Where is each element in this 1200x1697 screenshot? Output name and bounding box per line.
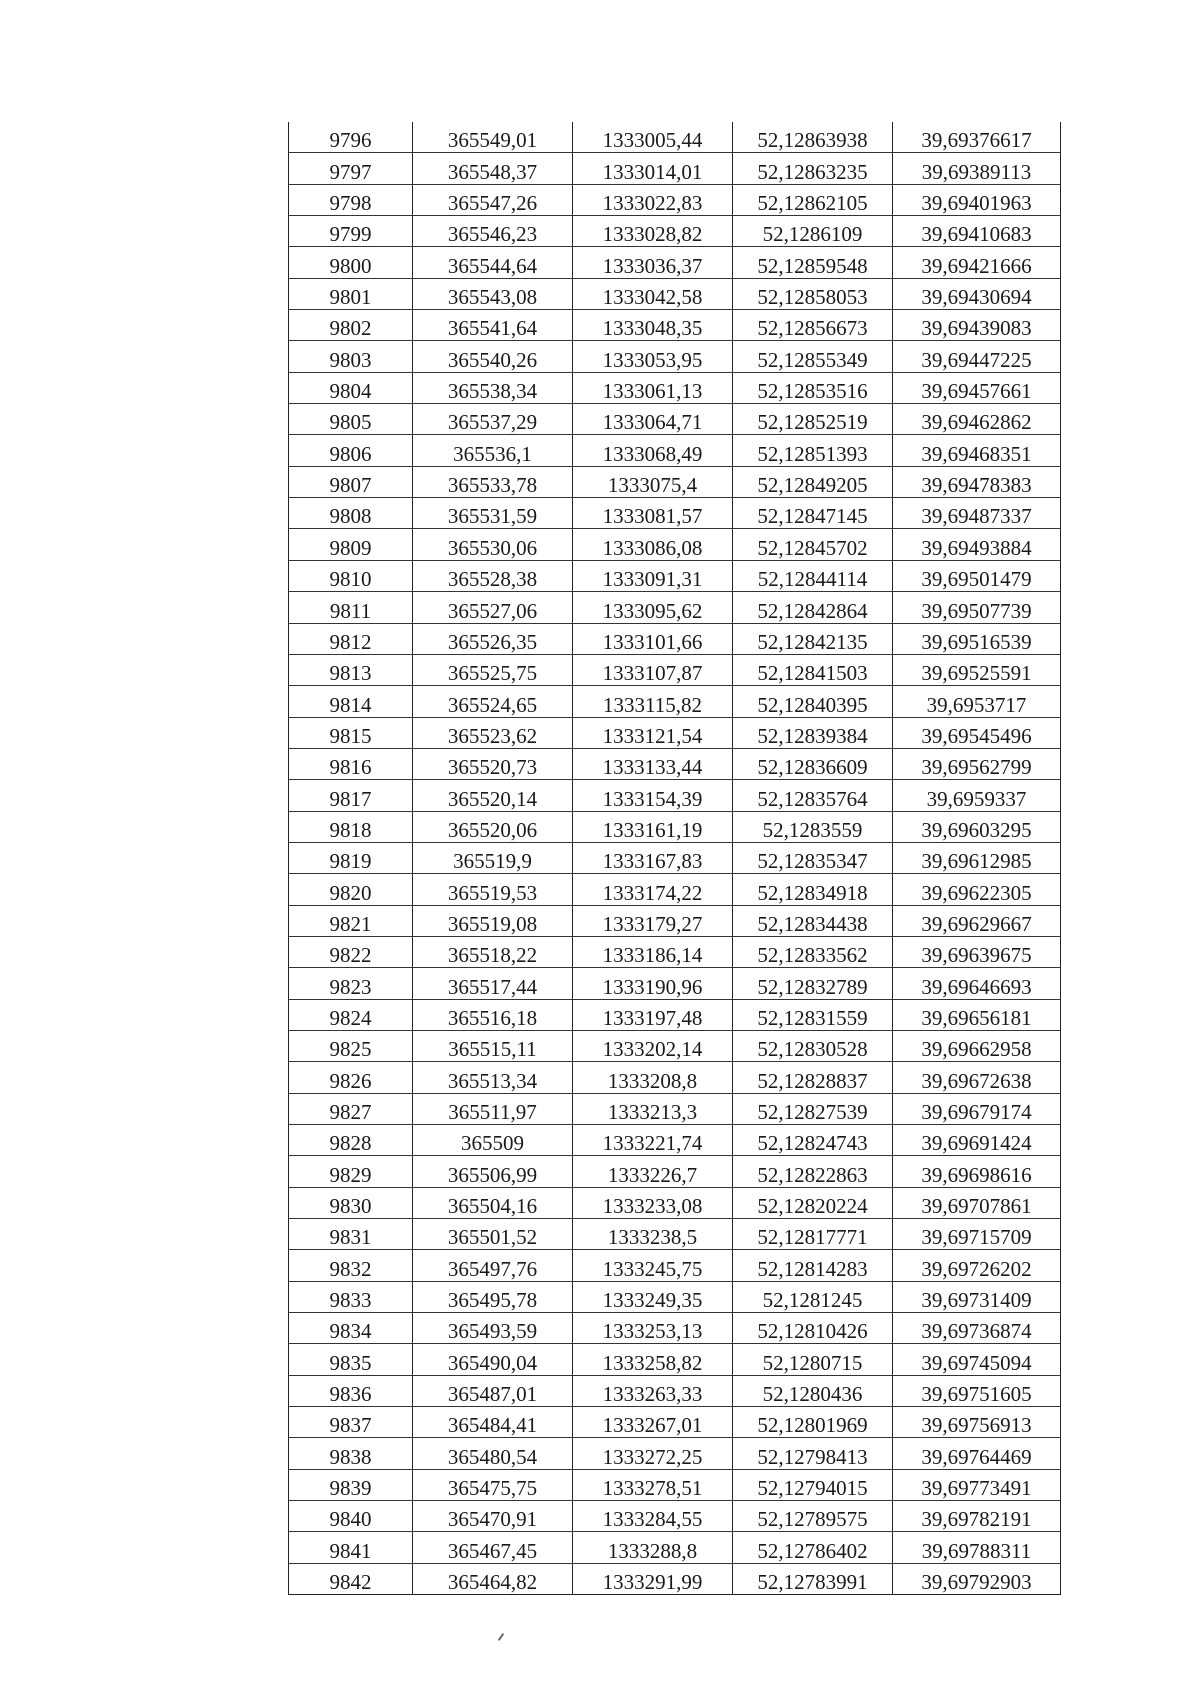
x-coordinate-cell: 365543,08 — [413, 278, 573, 309]
table-row — [289, 1062, 1061, 1093]
latitude-cell: 52,12798413 — [733, 1438, 893, 1469]
point-number-cell: 9838 — [289, 1438, 413, 1469]
latitude-cell: 52,12783991 — [733, 1563, 893, 1594]
point-number-cell: 9812 — [289, 623, 413, 654]
point-number-cell: 9800 — [289, 247, 413, 278]
point-number-cell: 9807 — [289, 466, 413, 497]
x-coordinate-cell: 365531,59 — [413, 498, 573, 529]
latitude-cell: 52,12862105 — [733, 184, 893, 215]
point-number-cell: 9842 — [289, 1563, 413, 1594]
longitude-cell: 39,69788311 — [893, 1532, 1061, 1563]
longitude-cell: 39,69439083 — [893, 310, 1061, 341]
table-row — [289, 999, 1061, 1030]
point-number-cell: 9824 — [289, 999, 413, 1030]
longitude-cell: 39,69691424 — [893, 1125, 1061, 1156]
y-coordinate-cell: 1333263,33 — [573, 1375, 733, 1406]
latitude-cell: 52,12856673 — [733, 310, 893, 341]
y-coordinate-cell: 1333091,31 — [573, 560, 733, 591]
latitude-cell: 52,12810426 — [733, 1313, 893, 1344]
y-coordinate-cell: 1333174,22 — [573, 874, 733, 905]
stray-pen-mark — [498, 1633, 504, 1641]
x-coordinate-cell: 365526,35 — [413, 623, 573, 654]
longitude-cell: 39,69507739 — [893, 592, 1061, 623]
x-coordinate-cell: 365504,16 — [413, 1187, 573, 1218]
table-row — [289, 310, 1061, 341]
longitude-cell: 39,69562799 — [893, 748, 1061, 779]
longitude-cell: 39,69525591 — [893, 654, 1061, 685]
point-number-cell: 9810 — [289, 560, 413, 591]
latitude-cell: 52,12852519 — [733, 404, 893, 435]
x-coordinate-cell: 365467,45 — [413, 1532, 573, 1563]
latitude-cell: 52,12814283 — [733, 1250, 893, 1281]
latitude-cell: 52,12832789 — [733, 968, 893, 999]
table-row — [289, 1501, 1061, 1532]
x-coordinate-cell: 365506,99 — [413, 1156, 573, 1187]
longitude-cell: 39,69764469 — [893, 1438, 1061, 1469]
point-number-cell: 9827 — [289, 1093, 413, 1124]
x-coordinate-cell: 365548,37 — [413, 153, 573, 184]
longitude-cell: 39,69656181 — [893, 999, 1061, 1030]
y-coordinate-cell: 1333101,66 — [573, 623, 733, 654]
longitude-cell: 39,69603295 — [893, 811, 1061, 842]
point-number-cell: 9809 — [289, 529, 413, 560]
table-row — [289, 404, 1061, 435]
table-row — [289, 1281, 1061, 1312]
y-coordinate-cell: 1333179,27 — [573, 905, 733, 936]
y-coordinate-cell: 1333154,39 — [573, 780, 733, 811]
x-coordinate-cell: 365549,01 — [413, 122, 573, 153]
longitude-cell: 39,69679174 — [893, 1093, 1061, 1124]
latitude-cell: 52,12824743 — [733, 1125, 893, 1156]
latitude-cell: 52,12828837 — [733, 1062, 893, 1093]
x-coordinate-cell: 365519,08 — [413, 905, 573, 936]
x-coordinate-cell: 365546,23 — [413, 216, 573, 247]
table-row — [289, 216, 1061, 247]
point-number-cell: 9819 — [289, 842, 413, 873]
y-coordinate-cell: 1333005,44 — [573, 122, 733, 153]
table-row — [289, 1532, 1061, 1563]
table-row — [289, 874, 1061, 905]
latitude-cell: 52,1280715 — [733, 1344, 893, 1375]
x-coordinate-cell: 365527,06 — [413, 592, 573, 623]
y-coordinate-cell: 1333238,5 — [573, 1219, 733, 1250]
point-number-cell: 9823 — [289, 968, 413, 999]
x-coordinate-cell: 365536,1 — [413, 435, 573, 466]
x-coordinate-cell: 365519,53 — [413, 874, 573, 905]
longitude-cell: 39,69462862 — [893, 404, 1061, 435]
table-row — [289, 1030, 1061, 1061]
longitude-cell: 39,69447225 — [893, 341, 1061, 372]
longitude-cell: 39,69672638 — [893, 1062, 1061, 1093]
table-row — [289, 1563, 1061, 1594]
longitude-cell: 39,69726202 — [893, 1250, 1061, 1281]
latitude-cell: 52,12833562 — [733, 936, 893, 967]
coordinates-table — [288, 122, 1061, 1595]
y-coordinate-cell: 1333190,96 — [573, 968, 733, 999]
point-number-cell: 9839 — [289, 1469, 413, 1500]
longitude-cell: 39,69468351 — [893, 435, 1061, 466]
x-coordinate-cell: 365495,78 — [413, 1281, 573, 1312]
point-number-cell: 9836 — [289, 1375, 413, 1406]
point-number-cell: 9817 — [289, 780, 413, 811]
point-number-cell: 9841 — [289, 1532, 413, 1563]
longitude-cell: 39,69736874 — [893, 1313, 1061, 1344]
point-number-cell: 9796 — [289, 122, 413, 153]
latitude-cell: 52,12834438 — [733, 905, 893, 936]
x-coordinate-cell: 365464,82 — [413, 1563, 573, 1594]
y-coordinate-cell: 1333107,87 — [573, 654, 733, 685]
latitude-cell: 52,12834918 — [733, 874, 893, 905]
longitude-cell: 39,69629667 — [893, 905, 1061, 936]
y-coordinate-cell: 1333022,83 — [573, 184, 733, 215]
x-coordinate-cell: 365513,34 — [413, 1062, 573, 1093]
longitude-cell: 39,69421666 — [893, 247, 1061, 278]
table-row — [289, 1313, 1061, 1344]
table-row — [289, 341, 1061, 372]
x-coordinate-cell: 365520,06 — [413, 811, 573, 842]
y-coordinate-cell: 1333226,7 — [573, 1156, 733, 1187]
table-row — [289, 278, 1061, 309]
y-coordinate-cell: 1333284,55 — [573, 1501, 733, 1532]
longitude-cell: 39,69376617 — [893, 122, 1061, 153]
longitude-cell: 39,69430694 — [893, 278, 1061, 309]
x-coordinate-cell: 365490,04 — [413, 1344, 573, 1375]
x-coordinate-cell: 365484,41 — [413, 1407, 573, 1438]
x-coordinate-cell: 365516,18 — [413, 999, 573, 1030]
y-coordinate-cell: 1333115,82 — [573, 686, 733, 717]
longitude-cell: 39,69707861 — [893, 1187, 1061, 1218]
point-number-cell: 9835 — [289, 1344, 413, 1375]
latitude-cell: 52,12853516 — [733, 372, 893, 403]
latitude-cell: 52,12831559 — [733, 999, 893, 1030]
y-coordinate-cell: 1333064,71 — [573, 404, 733, 435]
latitude-cell: 52,12830528 — [733, 1030, 893, 1061]
table-row — [289, 498, 1061, 529]
y-coordinate-cell: 1333133,44 — [573, 748, 733, 779]
point-number-cell: 9816 — [289, 748, 413, 779]
latitude-cell: 52,12858053 — [733, 278, 893, 309]
longitude-cell: 39,69715709 — [893, 1219, 1061, 1250]
y-coordinate-cell: 1333075,4 — [573, 466, 733, 497]
x-coordinate-cell: 365537,29 — [413, 404, 573, 435]
latitude-cell: 52,12847145 — [733, 498, 893, 529]
point-number-cell: 9808 — [289, 498, 413, 529]
y-coordinate-cell: 1333014,01 — [573, 153, 733, 184]
latitude-cell: 52,12835347 — [733, 842, 893, 873]
table-row — [289, 654, 1061, 685]
point-number-cell: 9798 — [289, 184, 413, 215]
point-number-cell: 9822 — [289, 936, 413, 967]
y-coordinate-cell: 1333245,75 — [573, 1250, 733, 1281]
latitude-cell: 52,12845702 — [733, 529, 893, 560]
x-coordinate-cell: 365541,64 — [413, 310, 573, 341]
x-coordinate-cell: 365544,64 — [413, 247, 573, 278]
table-row — [289, 153, 1061, 184]
table-row — [289, 529, 1061, 560]
latitude-cell: 52,12844114 — [733, 560, 893, 591]
longitude-cell: 39,69545496 — [893, 717, 1061, 748]
x-coordinate-cell: 365547,26 — [413, 184, 573, 215]
latitude-cell: 52,12794015 — [733, 1469, 893, 1500]
y-coordinate-cell: 1333258,82 — [573, 1344, 733, 1375]
latitude-cell: 52,12849205 — [733, 466, 893, 497]
point-number-cell: 9804 — [289, 372, 413, 403]
point-number-cell: 9840 — [289, 1501, 413, 1532]
x-coordinate-cell: 365519,9 — [413, 842, 573, 873]
y-coordinate-cell: 1333036,37 — [573, 247, 733, 278]
y-coordinate-cell: 1333121,54 — [573, 717, 733, 748]
table-row — [289, 623, 1061, 654]
point-number-cell: 9825 — [289, 1030, 413, 1061]
table-row — [289, 1407, 1061, 1438]
point-number-cell: 9803 — [289, 341, 413, 372]
table-row — [289, 1125, 1061, 1156]
point-number-cell: 9828 — [289, 1125, 413, 1156]
table-row — [289, 247, 1061, 278]
x-coordinate-cell: 365487,01 — [413, 1375, 573, 1406]
y-coordinate-cell: 1333042,58 — [573, 278, 733, 309]
y-coordinate-cell: 1333278,51 — [573, 1469, 733, 1500]
x-coordinate-cell: 365501,52 — [413, 1219, 573, 1250]
table-row — [289, 435, 1061, 466]
point-number-cell: 9802 — [289, 310, 413, 341]
y-coordinate-cell: 1333095,62 — [573, 592, 733, 623]
longitude-cell: 39,6953717 — [893, 686, 1061, 717]
table-row — [289, 1187, 1061, 1218]
point-number-cell: 9832 — [289, 1250, 413, 1281]
point-number-cell: 9814 — [289, 686, 413, 717]
point-number-cell: 9826 — [289, 1062, 413, 1093]
y-coordinate-cell: 1333081,57 — [573, 498, 733, 529]
x-coordinate-cell: 365480,54 — [413, 1438, 573, 1469]
table-row — [289, 1438, 1061, 1469]
table-row — [289, 466, 1061, 497]
x-coordinate-cell: 365470,91 — [413, 1501, 573, 1532]
x-coordinate-cell: 365528,38 — [413, 560, 573, 591]
table-row — [289, 184, 1061, 215]
latitude-cell: 52,12822863 — [733, 1156, 893, 1187]
table-row — [289, 717, 1061, 748]
x-coordinate-cell: 365497,76 — [413, 1250, 573, 1281]
x-coordinate-cell: 365524,65 — [413, 686, 573, 717]
y-coordinate-cell: 1333213,3 — [573, 1093, 733, 1124]
longitude-cell: 39,69478383 — [893, 466, 1061, 497]
y-coordinate-cell: 1333048,35 — [573, 310, 733, 341]
x-coordinate-cell: 365540,26 — [413, 341, 573, 372]
latitude-cell: 52,1283559 — [733, 811, 893, 842]
latitude-cell: 52,12863235 — [733, 153, 893, 184]
y-coordinate-cell: 1333028,82 — [573, 216, 733, 247]
y-coordinate-cell: 1333208,8 — [573, 1062, 733, 1093]
longitude-cell: 39,69493884 — [893, 529, 1061, 560]
point-number-cell: 9805 — [289, 404, 413, 435]
latitude-cell: 52,12859548 — [733, 247, 893, 278]
x-coordinate-cell: 365509 — [413, 1125, 573, 1156]
point-number-cell: 9821 — [289, 905, 413, 936]
x-coordinate-cell: 365517,44 — [413, 968, 573, 999]
point-number-cell: 9815 — [289, 717, 413, 748]
table-row — [289, 748, 1061, 779]
longitude-cell: 39,69751605 — [893, 1375, 1061, 1406]
y-coordinate-cell: 1333267,01 — [573, 1407, 733, 1438]
point-number-cell: 9829 — [289, 1156, 413, 1187]
y-coordinate-cell: 1333253,13 — [573, 1313, 733, 1344]
table-row — [289, 968, 1061, 999]
longitude-cell: 39,69745094 — [893, 1344, 1061, 1375]
latitude-cell: 52,12820224 — [733, 1187, 893, 1218]
point-number-cell: 9833 — [289, 1281, 413, 1312]
y-coordinate-cell: 1333221,74 — [573, 1125, 733, 1156]
latitude-cell: 52,12842135 — [733, 623, 893, 654]
y-coordinate-cell: 1333202,14 — [573, 1030, 733, 1061]
latitude-cell: 52,12817771 — [733, 1219, 893, 1250]
x-coordinate-cell: 365530,06 — [413, 529, 573, 560]
latitude-cell: 52,12836609 — [733, 748, 893, 779]
x-coordinate-cell: 365525,75 — [413, 654, 573, 685]
table-row — [289, 1219, 1061, 1250]
y-coordinate-cell: 1333068,49 — [573, 435, 733, 466]
table-row — [289, 686, 1061, 717]
longitude-cell: 39,69731409 — [893, 1281, 1061, 1312]
longitude-cell: 39,69756913 — [893, 1407, 1061, 1438]
latitude-cell: 52,12839384 — [733, 717, 893, 748]
point-number-cell: 9818 — [289, 811, 413, 842]
longitude-cell: 39,69792903 — [893, 1563, 1061, 1594]
point-number-cell: 9813 — [289, 654, 413, 685]
table-row — [289, 1156, 1061, 1187]
y-coordinate-cell: 1333161,19 — [573, 811, 733, 842]
point-number-cell: 9811 — [289, 592, 413, 623]
longitude-cell: 39,69516539 — [893, 623, 1061, 654]
point-number-cell: 9801 — [289, 278, 413, 309]
longitude-cell: 39,69646693 — [893, 968, 1061, 999]
table-row — [289, 936, 1061, 967]
point-number-cell: 9806 — [289, 435, 413, 466]
x-coordinate-cell: 365511,97 — [413, 1093, 573, 1124]
latitude-cell: 52,12855349 — [733, 341, 893, 372]
latitude-cell: 52,12863938 — [733, 122, 893, 153]
table-row — [289, 842, 1061, 873]
latitude-cell: 52,12840395 — [733, 686, 893, 717]
longitude-cell: 39,69639675 — [893, 936, 1061, 967]
table-row — [289, 1093, 1061, 1124]
point-number-cell: 9837 — [289, 1407, 413, 1438]
table-row — [289, 592, 1061, 623]
table-row — [289, 372, 1061, 403]
table-row — [289, 1375, 1061, 1406]
table-row — [289, 1344, 1061, 1375]
table-row — [289, 1250, 1061, 1281]
longitude-cell: 39,69622305 — [893, 874, 1061, 905]
point-number-cell: 9820 — [289, 874, 413, 905]
latitude-cell: 52,12835764 — [733, 780, 893, 811]
x-coordinate-cell: 365538,34 — [413, 372, 573, 403]
y-coordinate-cell: 1333197,48 — [573, 999, 733, 1030]
longitude-cell: 39,69612985 — [893, 842, 1061, 873]
longitude-cell: 39,69401963 — [893, 184, 1061, 215]
latitude-cell: 52,12851393 — [733, 435, 893, 466]
longitude-cell: 39,69773491 — [893, 1469, 1061, 1500]
table-row — [289, 122, 1061, 153]
y-coordinate-cell: 1333167,83 — [573, 842, 733, 873]
table-row — [289, 811, 1061, 842]
longitude-cell: 39,69501479 — [893, 560, 1061, 591]
x-coordinate-cell: 365475,75 — [413, 1469, 573, 1500]
table-row — [289, 1469, 1061, 1500]
point-number-cell: 9831 — [289, 1219, 413, 1250]
latitude-cell: 52,12786402 — [733, 1532, 893, 1563]
longitude-cell: 39,69457661 — [893, 372, 1061, 403]
longitude-cell: 39,6959337 — [893, 780, 1061, 811]
latitude-cell: 52,1281245 — [733, 1281, 893, 1312]
latitude-cell: 52,12841503 — [733, 654, 893, 685]
table-row — [289, 780, 1061, 811]
point-number-cell: 9797 — [289, 153, 413, 184]
x-coordinate-cell: 365515,11 — [413, 1030, 573, 1061]
y-coordinate-cell: 1333053,95 — [573, 341, 733, 372]
x-coordinate-cell: 365533,78 — [413, 466, 573, 497]
point-number-cell: 9830 — [289, 1187, 413, 1218]
longitude-cell: 39,69487337 — [893, 498, 1061, 529]
y-coordinate-cell: 1333291,99 — [573, 1563, 733, 1594]
x-coordinate-cell: 365518,22 — [413, 936, 573, 967]
latitude-cell: 52,12827539 — [733, 1093, 893, 1124]
y-coordinate-cell: 1333288,8 — [573, 1532, 733, 1563]
longitude-cell: 39,69698616 — [893, 1156, 1061, 1187]
x-coordinate-cell: 365520,14 — [413, 780, 573, 811]
x-coordinate-cell: 365520,73 — [413, 748, 573, 779]
y-coordinate-cell: 1333233,08 — [573, 1187, 733, 1218]
y-coordinate-cell: 1333086,08 — [573, 529, 733, 560]
point-number-cell: 9834 — [289, 1313, 413, 1344]
longitude-cell: 39,69782191 — [893, 1501, 1061, 1532]
longitude-cell: 39,69662958 — [893, 1030, 1061, 1061]
latitude-cell: 52,1280436 — [733, 1375, 893, 1406]
latitude-cell: 52,12801969 — [733, 1407, 893, 1438]
y-coordinate-cell: 1333249,35 — [573, 1281, 733, 1312]
coordinates-table-body — [289, 122, 1061, 1595]
longitude-cell: 39,69410683 — [893, 216, 1061, 247]
point-number-cell: 9799 — [289, 216, 413, 247]
longitude-cell: 39,69389113 — [893, 153, 1061, 184]
x-coordinate-cell: 365493,59 — [413, 1313, 573, 1344]
table-row — [289, 560, 1061, 591]
y-coordinate-cell: 1333186,14 — [573, 936, 733, 967]
y-coordinate-cell: 1333272,25 — [573, 1438, 733, 1469]
x-coordinate-cell: 365523,62 — [413, 717, 573, 748]
latitude-cell: 52,1286109 — [733, 216, 893, 247]
table-row — [289, 905, 1061, 936]
latitude-cell: 52,12789575 — [733, 1501, 893, 1532]
latitude-cell: 52,12842864 — [733, 592, 893, 623]
y-coordinate-cell: 1333061,13 — [573, 372, 733, 403]
